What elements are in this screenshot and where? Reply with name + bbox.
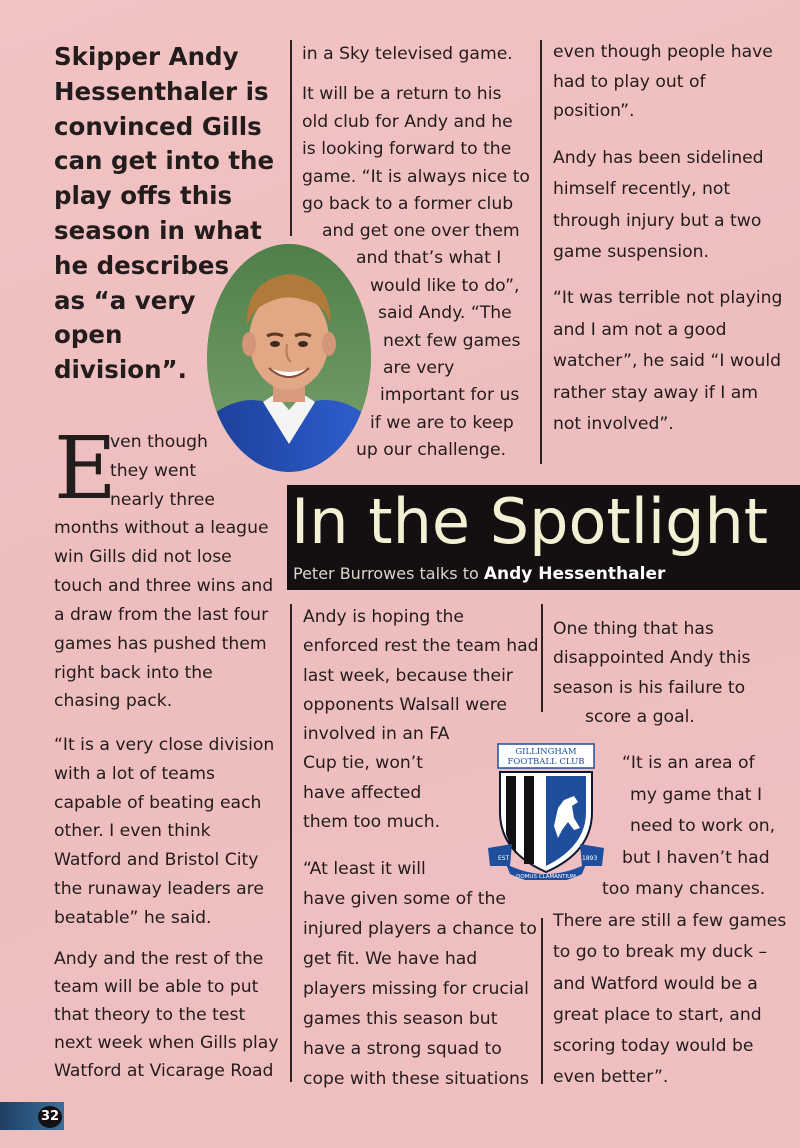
text-line: opponents Walsall were — [303, 694, 507, 715]
text-line: season is his failure to — [553, 677, 746, 698]
text-line: up our challenge. — [356, 440, 507, 461]
intro-line: as “a very — [54, 285, 196, 315]
text-line: they went — [110, 461, 197, 481]
text-line: Watford at Vicarage Road — [54, 1061, 274, 1081]
text-line: Andy has been sidelined — [553, 148, 764, 168]
text-line: the runaway leaders are — [54, 878, 264, 899]
text-line: other. I even think — [54, 821, 211, 842]
text-line: “It is a very close division — [54, 735, 275, 755]
text-line: injured players a chance to — [303, 919, 537, 939]
text-line: himself recently, not — [553, 179, 731, 200]
text-line: last week, because their — [303, 665, 513, 686]
text-line: beatable” he said. — [54, 907, 212, 928]
text-line: Watford and Bristol City — [54, 850, 259, 871]
text-line: “It is an area of — [622, 753, 755, 773]
text-line: have given some of the — [303, 889, 506, 909]
text-line: ven though — [110, 432, 208, 452]
intro-line: division”. — [54, 355, 187, 385]
text-line: Cup tie, won’t — [303, 753, 423, 774]
page-number: 32 — [38, 1106, 62, 1128]
text-line: not involved”. — [553, 414, 674, 434]
drop-cap: E — [54, 419, 117, 519]
byline-subject: Andy Hessenthaler — [483, 564, 666, 584]
intro-line: season in what — [54, 215, 262, 245]
text-line: game. “It is always nice to — [302, 166, 530, 187]
text-line: rather stay away if I am — [553, 382, 759, 403]
byline-text: Peter Burrowes talks to — [293, 564, 479, 583]
text-line: scoring today would be — [553, 1036, 754, 1057]
article-paragraph — [302, 81, 538, 219]
text-line: go back to a former club — [302, 194, 514, 214]
text-line: and that’s what I — [356, 248, 502, 269]
text-line: and get one over them — [322, 221, 520, 241]
drop-cap-lines — [110, 428, 280, 515]
text-line: watcher”, he said “I would — [553, 351, 782, 371]
text-line: have affected — [303, 782, 422, 803]
intro-line: open — [54, 320, 123, 350]
intro-line: play offs this — [54, 181, 233, 211]
headline-title: In the Spotlight — [291, 485, 769, 558]
crest-club-name-2: FOOTBALL CLUB — [507, 757, 585, 767]
crest-est-label: EST — [498, 855, 510, 862]
text-line: “It was terrible not playing — [553, 288, 783, 308]
text-line: “At least it will — [303, 859, 426, 879]
text-line: There are still a few games — [553, 911, 787, 931]
intro-line: convinced Gills — [54, 111, 262, 141]
column-rule — [541, 918, 543, 1084]
text-line: One thing that has — [553, 619, 714, 639]
text-line: games this season but — [303, 1009, 498, 1029]
text-line: had to play out of — [553, 71, 706, 92]
text-line: enforced rest the team had — [303, 636, 539, 657]
text-line: get fit. We have had — [303, 949, 478, 969]
text-line: nearly three — [110, 490, 215, 510]
text-line: win Gills did not lose — [54, 546, 232, 567]
text-line: them too much. — [303, 812, 441, 833]
text-line: players missing for crucial — [303, 979, 529, 999]
article-paragraph — [553, 143, 798, 268]
text-line: are very — [383, 358, 455, 379]
text-line: a draw from the last four — [54, 604, 269, 625]
text-line: game suspension. — [553, 241, 710, 262]
intro-line: Skipper Andy — [54, 42, 239, 71]
text-line: It will be a return to his — [302, 84, 502, 104]
column-rule — [540, 40, 542, 464]
intro-line: can get into the — [54, 146, 275, 176]
text-line: old club for Andy and he — [302, 111, 513, 132]
text-line: and I am not a good — [553, 319, 727, 340]
text-line: score a goal. — [585, 706, 695, 727]
text-line: even though people have — [553, 42, 773, 62]
text-line: Andy is hoping the — [303, 607, 464, 627]
text-line: next week when Gills play — [54, 1033, 279, 1053]
article-paragraph — [54, 945, 284, 1085]
article-column-3-top — [553, 38, 798, 127]
text-line: touch and three wins and — [54, 575, 274, 596]
text-line: even better”. — [553, 1067, 669, 1088]
text-line: capable of beating each — [54, 792, 262, 813]
text-line: with a lot of teams — [54, 763, 215, 784]
intro-line: Hessenthaler is — [54, 76, 269, 106]
text-line: cope with these situations — [303, 1069, 529, 1089]
text-line: if we are to keep — [370, 412, 514, 433]
text-line: chasing pack. — [54, 691, 173, 712]
text-line: is looking forward to the — [302, 139, 512, 159]
article-paragraph — [54, 514, 284, 716]
crest-motto: DOMUS CLAMANTIUM — [516, 874, 576, 880]
text-line: that theory to the test — [54, 1005, 246, 1025]
article-column-2-top — [302, 40, 538, 68]
text-line: position”. — [553, 101, 635, 121]
text-line: have a strong squad to — [303, 1039, 502, 1059]
crest-club-name: GILLINGHAM — [515, 747, 577, 757]
intro-line: he describes — [54, 250, 230, 280]
text-line: great place to start, and — [553, 1004, 762, 1025]
column-rule — [290, 40, 292, 236]
text-line: my game that I — [630, 784, 763, 805]
text-line: to go to break my duck – — [553, 942, 768, 963]
text-line: need to work on, — [630, 816, 776, 836]
text-line: next few games — [383, 330, 521, 351]
article-paragraph — [553, 906, 798, 1094]
text-line: Andy and the rest of the — [54, 949, 264, 969]
text-line: through injury but a two — [553, 210, 762, 231]
text-line: but I haven’t had — [622, 847, 770, 868]
text-line: and Watford would be a — [553, 973, 758, 994]
article-column-3-bottom — [553, 615, 798, 732]
text-line: important for us — [380, 385, 520, 406]
text-line: said Andy. “The — [378, 303, 512, 324]
text-line: disappointed Andy this — [553, 648, 751, 669]
text-line: would like to do”, — [370, 275, 520, 296]
text-line: right back into the — [54, 662, 213, 683]
crest-year: 1893 — [582, 855, 598, 862]
text-line: months without a league — [54, 518, 269, 538]
text-line: involved in an FA — [303, 724, 450, 745]
text-line: team will be able to put — [54, 977, 259, 997]
text-line: games has pushed them — [54, 633, 267, 654]
column-rule — [541, 604, 543, 712]
text-line: in a Sky televised game. — [302, 44, 513, 64]
article-paragraph-wrap — [0, 748, 798, 906]
article-paragraph — [553, 283, 798, 441]
text-line: too many chances. — [602, 879, 766, 899]
headline-byline — [293, 562, 665, 586]
